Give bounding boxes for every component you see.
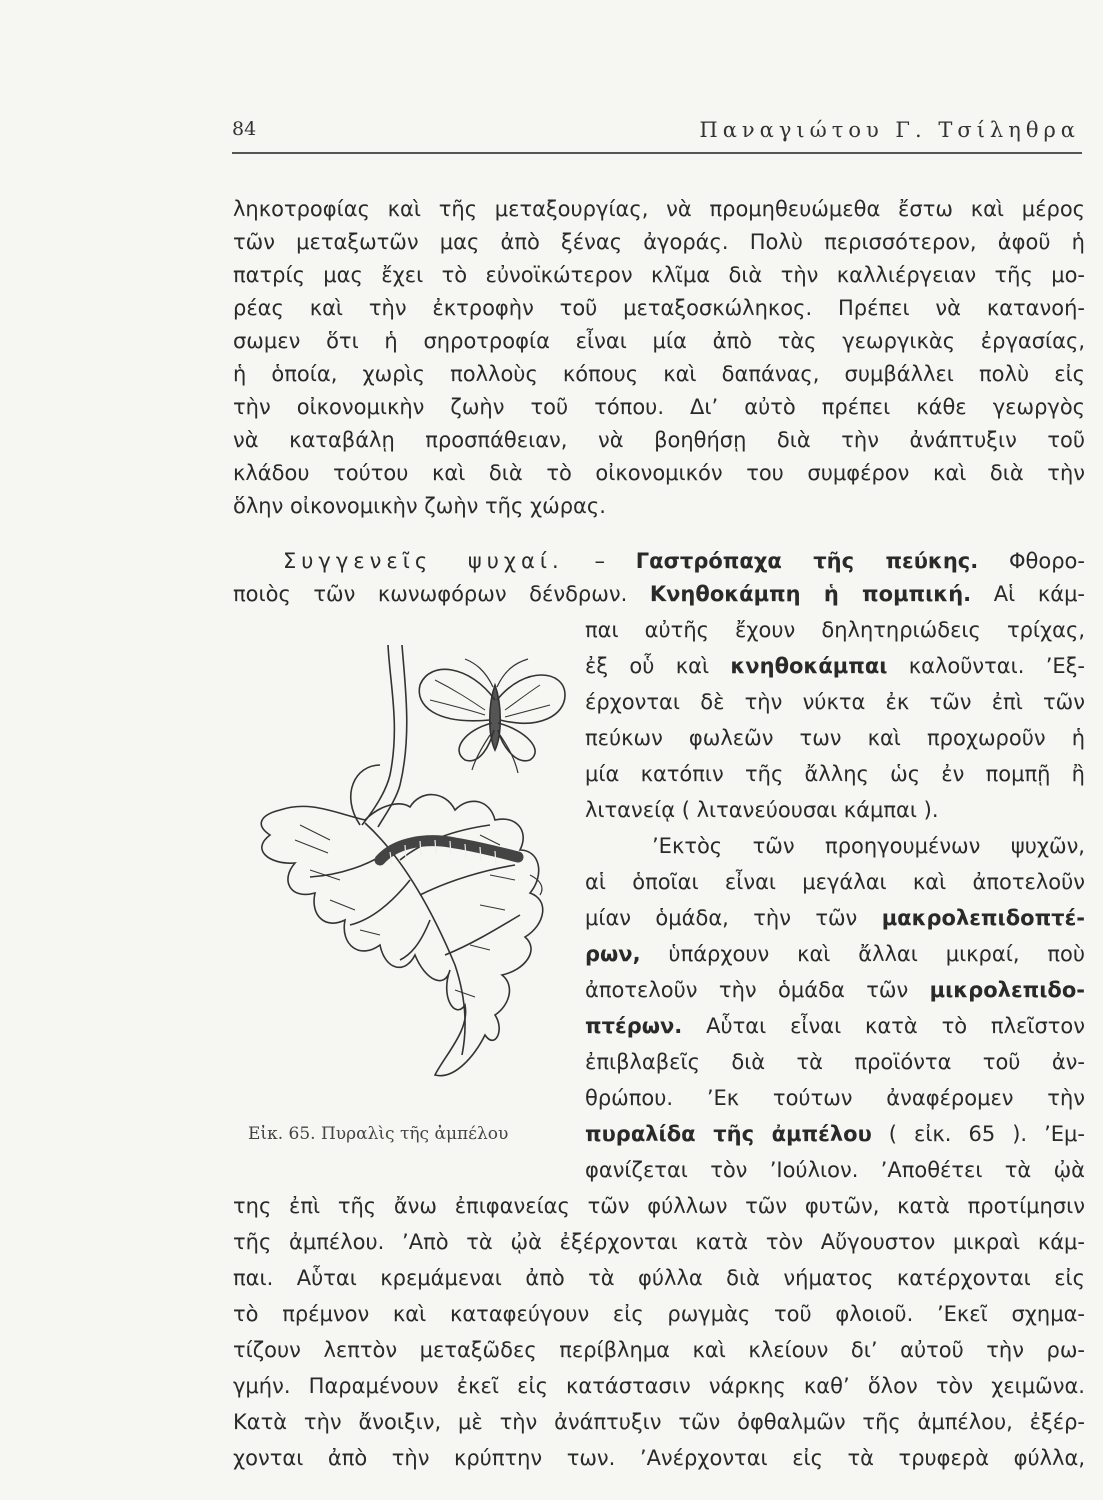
- text-line: φανίζεται τὸν ’Ιούλιον. ’Αποθέτει τὰ ᾠὰ: [585, 1158, 1085, 1182]
- text-span: ( εἰκ. 65 ). ’Εμ-: [871, 1122, 1085, 1146]
- header-rule: [232, 152, 1082, 154]
- text-line: λιτανείᾳ ( λιτανεύουσαι κάμπαι ).: [585, 798, 939, 822]
- text-span: μίαν ὁμάδα, τὴν τῶν: [585, 906, 882, 930]
- dash: –: [563, 549, 636, 573]
- text-line: έρχονται δὲ τὴν νύκτα ἐκ τῶν ἐπὶ τῶν: [585, 690, 1085, 714]
- text-line: αἱ ὁποῖαι εἶναι μεγάλαι καὶ ἀποτελοῦν: [585, 870, 1085, 894]
- text-line: ληκοτροφίας καὶ τῆς μεταξουργίας, νὰ προμηθευώμεθα ἔστω καὶ μέρος: [233, 197, 1085, 221]
- term: πτέρων.: [585, 1014, 683, 1038]
- text-line: κλάδου τούτου καὶ διὰ τὸ οἰκονομικόν του συμφέρον καὶ διὰ τὴν: [233, 461, 1085, 485]
- text-line: ’Εκτὸς τῶν προηγουμένων ψυχῶν,: [652, 834, 1085, 858]
- text-span: Αἱ κάμ-: [971, 582, 1086, 606]
- text-span: καλοῦνται. ’Εξ-: [887, 654, 1085, 678]
- text-line: ρέας καὶ τὴν ἐκτροφὴν τοῦ μεταξοσκώληκος. Πρέπει νὰ κατανοή-: [233, 296, 1085, 320]
- species-name: Γαστρόπαχα τῆς πεύκης.: [635, 549, 979, 573]
- text-line: [585, 974, 1085, 1006]
- text-span: ἐξ οὗ καὶ: [585, 654, 731, 678]
- text-line: θρώπου. ’Εκ τούτων ἀναφέρομεν τὴν: [585, 1086, 1085, 1110]
- text-line: ἡ ὁποία, χωρὶς πολλοὺς κόπους καὶ δαπάνας, συμβάλλει πολὺ εἰς: [233, 362, 1085, 386]
- term: κνηθοκάμπαι: [730, 654, 888, 678]
- text-span: ἀποτελοῦν τὴν ὁμάδα τῶν: [585, 978, 930, 1002]
- term: μακρολεπιδοπτέ-: [881, 906, 1085, 930]
- text-line: χονται ἀπὸ τὴν κρύπτην των. ’Ανέρχονται εἰς τὰ τρυφερὰ φύλλα,: [233, 1446, 1085, 1470]
- text-line: παι αὐτῆς ἔχουν δηλητηριώδεις τρίχας,: [585, 618, 1085, 642]
- text-line: πατρίς μας ἔχει τὸ εὐνοϊκώτερον κλῖμα διὰ τὴν καλλιέργειαν τῆς μο-: [233, 263, 1085, 287]
- figure-vine-moth: [240, 625, 570, 1095]
- text-line: ὅλην οἰκονομικὴν ζωὴν τῆς χώρας.: [233, 494, 606, 518]
- species-name: Κνηθοκάμπη ἡ πομπική.: [649, 582, 972, 606]
- text-line: τὴν οἰκονομικὴν ζωὴν τοῦ τόπου. Δι’ αὐτὸ πρέπει κάθε γεωργὸς: [233, 395, 1085, 419]
- text-line: της ἐπὶ τῆς ἄνω ἐπιφανείας τῶν φύλλων τῶν φυτῶν, κατὰ προτίμησιν: [233, 1194, 1085, 1218]
- text-line: τὸ πρέμνον καὶ καταφεύγουν εἰς ρωγμὰς τοῦ φλοιοῦ. ’Εκεῖ σχημα-: [233, 1302, 1085, 1326]
- text-line: σωμεν ὅτι ἡ σηροτροφία εἶναι μία ἀπὸ τὰς γεωργικὰς ἐργασίας,: [233, 329, 1085, 353]
- text-span: ποιὸς τῶν κωνωφόρων δένδρων.: [233, 582, 650, 606]
- term: μικρολεπιδο-: [929, 978, 1085, 1002]
- text-line: τῆς ἀμπέλου. ’Απὸ τὰ ᾠὰ ἐξέρχονται κατὰ τὸν Αὔγουστον μικραὶ κάμ-: [233, 1230, 1085, 1254]
- section-heading: Συγγενεῖς ψυχαί.: [283, 549, 564, 573]
- text-span: Φθορο-: [978, 549, 1085, 573]
- term: ρων,: [585, 942, 641, 966]
- text-line: μία κατόπιν τῆς ἄλλης ὡς ἐν πομπῇ ἢ: [585, 762, 1085, 786]
- text-line: παι. Αὗται κρεμάμεναι ἀπὸ τὰ φύλλα διὰ νήματος κατέρχονται εἰς: [233, 1266, 1085, 1290]
- species-name: πυραλίδα τῆς ἀμπέλου: [585, 1122, 872, 1146]
- text-line: νὰ καταβάλῃ προσπάθειαν, νὰ βοηθήσῃ διὰ τὴν ἀνάπτυξιν τοῦ: [233, 428, 1085, 452]
- text-line: [585, 938, 1085, 970]
- running-head: Παναγιώτου Γ. Τσίληθρα: [699, 118, 1080, 142]
- text-line: τῶν μεταξωτῶν μας ἀπὸ ξένας ἀγοράς. Πολὺ περισσότερον, ἀφοῦ ἡ: [233, 230, 1085, 254]
- text-line: γμήν. Παραμένουν ἐκεῖ εἰς κατάστασιν νάρκης καθ’ ὅλον τὸν χειμῶνα.: [233, 1374, 1085, 1398]
- figure-caption: Εἰκ. 65. Πυραλὶς τῆς ἀμπέλου: [248, 1124, 509, 1144]
- text-line: [233, 578, 1085, 610]
- text-line: ἐπιβλαβεῖς διὰ τὰ προϊόντα τοῦ ἀν-: [585, 1050, 1085, 1074]
- text-line: [585, 902, 1085, 934]
- text-span: Αὗται εἶναι κατὰ τὸ πλεῖστον: [682, 1014, 1085, 1038]
- text-line: [585, 650, 1085, 682]
- text-line: [283, 545, 1085, 577]
- text-line: [585, 1118, 1085, 1150]
- page-header: [232, 118, 1080, 148]
- vine-moth-illustration: [240, 625, 570, 1095]
- text-span: ὑπάρχουν καὶ ἄλλαι μικραί, ποὺ: [640, 942, 1085, 966]
- text-line: τίζουν λεπτὸν μεταξῶδες περίβλημα καὶ κλείουν δι’ αὐτοῦ τὴν ρω-: [233, 1338, 1085, 1362]
- text-line: Κατὰ τὴν ἄνοιξιν, μὲ τὴν ἀνάπτυξιν τῶν ὀφθαλμῶν τῆς ἀμπέλου, ἐξέρ-: [233, 1410, 1085, 1434]
- text-line: πεύκων φωλεῶν των καὶ προχωροῦν ἡ: [585, 726, 1085, 750]
- text-line: [585, 1010, 1085, 1042]
- page-number: 84: [232, 118, 257, 140]
